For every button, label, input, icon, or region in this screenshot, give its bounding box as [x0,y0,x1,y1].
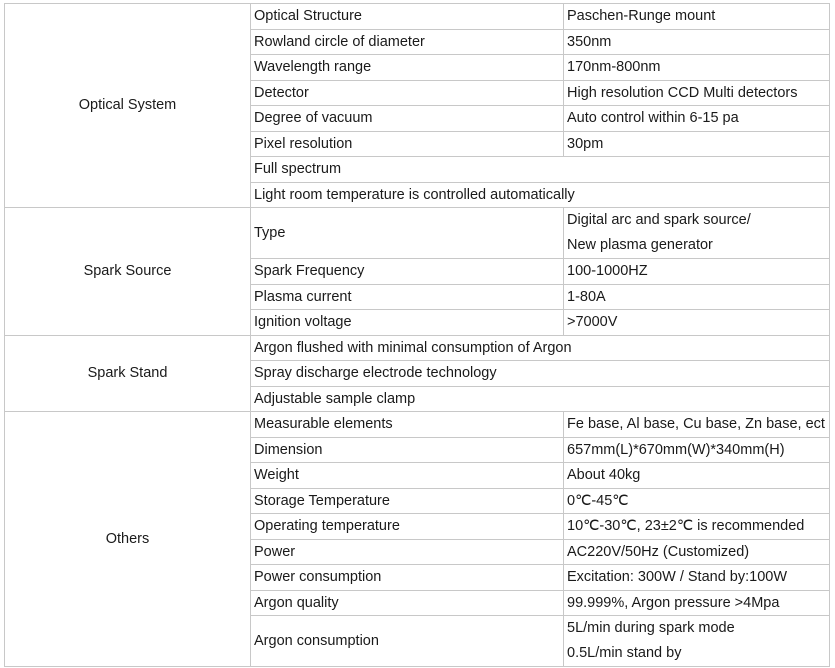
label-cell: Detector [251,80,564,106]
label-cell: Power consumption [251,565,564,591]
label-cell: Power [251,539,564,565]
value-cell: 10℃-30℃, 23±2℃ is recommended [564,514,830,540]
value-line: 0.5L/min stand by [567,645,682,661]
table-row [5,335,830,361]
category-cell: Spark Stand [5,335,251,412]
table-row [5,4,830,30]
value-cell: 30pm [564,131,830,157]
value-cell: Fe base, Al base, Cu base, Zn base, ect [564,412,830,438]
value-cell: 99.999%, Argon pressure >4Mpa [564,590,830,616]
feature-cell: Adjustable sample clamp [251,386,830,412]
feature-cell: Argon flushed with minimal consumption of Argon [251,335,830,361]
category-cell: Spark Source [5,208,251,336]
value-cell: 657mm(L)*670mm(W)*340mm(H) [564,437,830,463]
label-cell: Wavelength range [251,55,564,81]
value-cell: Auto control within 6-15 pa [564,106,830,132]
label-cell: Spark Frequency [251,259,564,285]
label-cell: Plasma current [251,284,564,310]
feature-cell: Full spectrum [251,157,830,183]
label-cell: Degree of vacuum [251,106,564,132]
feature-cell: Light room temperature is controlled automatically [251,182,830,208]
table-row [5,412,830,438]
label-cell: Storage Temperature [251,488,564,514]
value-cell: AC220V/50Hz (Customized) [564,539,830,565]
value-cell: 100-1000HZ [564,259,830,285]
label-cell: Dimension [251,437,564,463]
category-cell: Optical System [5,4,251,208]
label-cell: Ignition voltage [251,310,564,336]
value-cell: >7000V [564,310,830,336]
label-cell: Pixel resolution [251,131,564,157]
label-cell: Argon quality [251,590,564,616]
label-cell: Measurable elements [251,412,564,438]
value-cell: 0℃-45℃ [564,488,830,514]
value-cell [564,208,830,259]
label-cell: Operating temperature [251,514,564,540]
feature-cell: Spray discharge electrode technology [251,361,830,387]
label-cell: Rowland circle of diameter [251,29,564,55]
spec-table [4,3,830,667]
category-cell: Others [5,412,251,667]
value-cell: 1-80A [564,284,830,310]
label-cell: Type [251,208,564,259]
label-cell: Optical Structure [251,4,564,30]
value-line: 5L/min during spark mode [567,620,735,636]
value-cell: About 40kg [564,463,830,489]
value-cell: Paschen-Runge mount [564,4,830,30]
value-cell [564,616,830,667]
label-cell: Argon consumption [251,616,564,667]
value-line: Digital arc and spark source/ [567,212,751,228]
value-line: New plasma generator [567,237,713,253]
value-cell: Excitation: 300W / Stand by:100W [564,565,830,591]
label-cell: Weight [251,463,564,489]
value-cell: 170nm-800nm [564,55,830,81]
value-cell: 350nm [564,29,830,55]
value-cell: High resolution CCD Multi detectors [564,80,830,106]
